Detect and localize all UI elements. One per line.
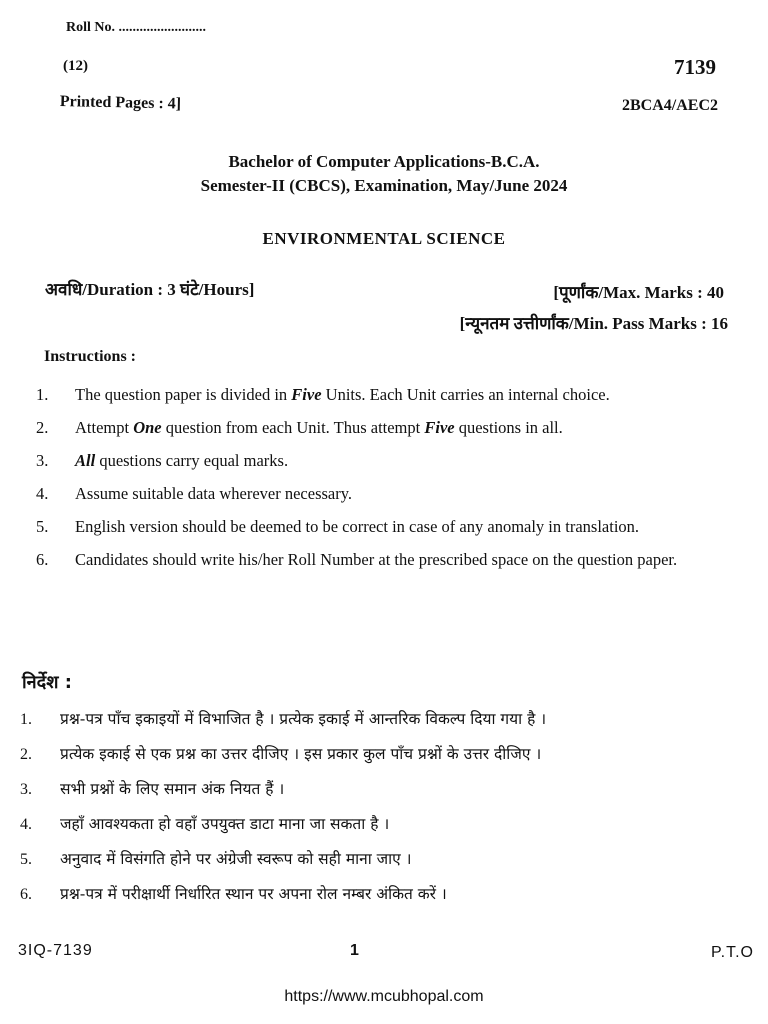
roll-number-field: Roll No. ......................... <box>66 20 206 35</box>
source-url: https://www.mcubhopal.com <box>284 988 484 1005</box>
list-item: 2. प्रत्येक इकाई से एक प्रश्न का उत्तर दीजिए । इस प्रकार कुल पाँच प्रश्नों के उत्तर दीजिए । <box>20 745 542 763</box>
list-item: 1. प्रश्न-पत्र पाँच इकाइयों में विभाजित है । प्रत्येक इकाई में आन्तरिक विकल्प दिया गया है । <box>20 710 547 728</box>
instructions-list <box>30 380 745 578</box>
list-item: 5. अनुवाद में विसंगति होने पर अंग्रेजी स्वरूप को सही माना जाए । <box>20 850 412 868</box>
program-title: Bachelor of Computer Applications-B.C.A. <box>228 152 540 171</box>
printed-pages: Printed Pages : 4] <box>59 93 182 113</box>
list-item: 2. Attempt One question from each Unit. Thus attempt Five questions in all. <box>36 418 563 437</box>
exam-title: Semester-II (CBCS), Examination, May/June 2024 <box>200 176 568 195</box>
list-item: 4. Assume suitable data wherever necessary. <box>36 484 353 503</box>
list-item: 3. सभी प्रश्नों के लिए समान अंक नियत हैं । <box>20 780 285 798</box>
hindi-instructions-heading: निर्देश : <box>22 672 72 693</box>
list-item: 3. All questions carry equal marks. <box>36 451 289 470</box>
list-item: 1. The question paper is divided in Five Units. Each Unit carries an internal choice. <box>36 385 610 404</box>
instructions-heading: Instructions : <box>44 348 137 365</box>
paper-subcode: 2BCA4/AEC2 <box>621 97 718 114</box>
subject-title: ENVIRONMENTAL SCIENCE <box>262 229 506 248</box>
list-item: 4. जहाँ आवश्यकता हो वहाँ उपयुक्त डाटा माना जा सकता है । <box>20 815 390 833</box>
paper-code: 7139 <box>674 55 716 79</box>
hindi-instructions-list <box>18 702 758 912</box>
footer-code: 3IQ-7139 <box>18 942 93 959</box>
page-number: 1 <box>350 942 359 959</box>
question-count: (12) <box>63 58 88 74</box>
list-item: 6. Candidates should write his/her Roll Number at the prescribed space on the question paper. <box>36 550 678 569</box>
list-item: 5. English version should be deemed to be correct in case of any anomaly in translation. <box>36 517 640 536</box>
please-turn-over: P.T.O <box>711 944 754 961</box>
list-item: 6. प्रश्न-पत्र में परीक्षार्थी निर्धारित स्थान पर अपना रोल नम्बर अंकित करें । <box>20 885 447 903</box>
max-marks: [पूर्णांक/Max. Marks : 40 <box>553 283 724 302</box>
min-pass-marks: [न्यूनतम उत्तीर्णांक/Min. Pass Marks : 16 <box>459 314 728 333</box>
duration: अवधि/Duration : 3 घंटे/Hours] <box>45 280 255 299</box>
